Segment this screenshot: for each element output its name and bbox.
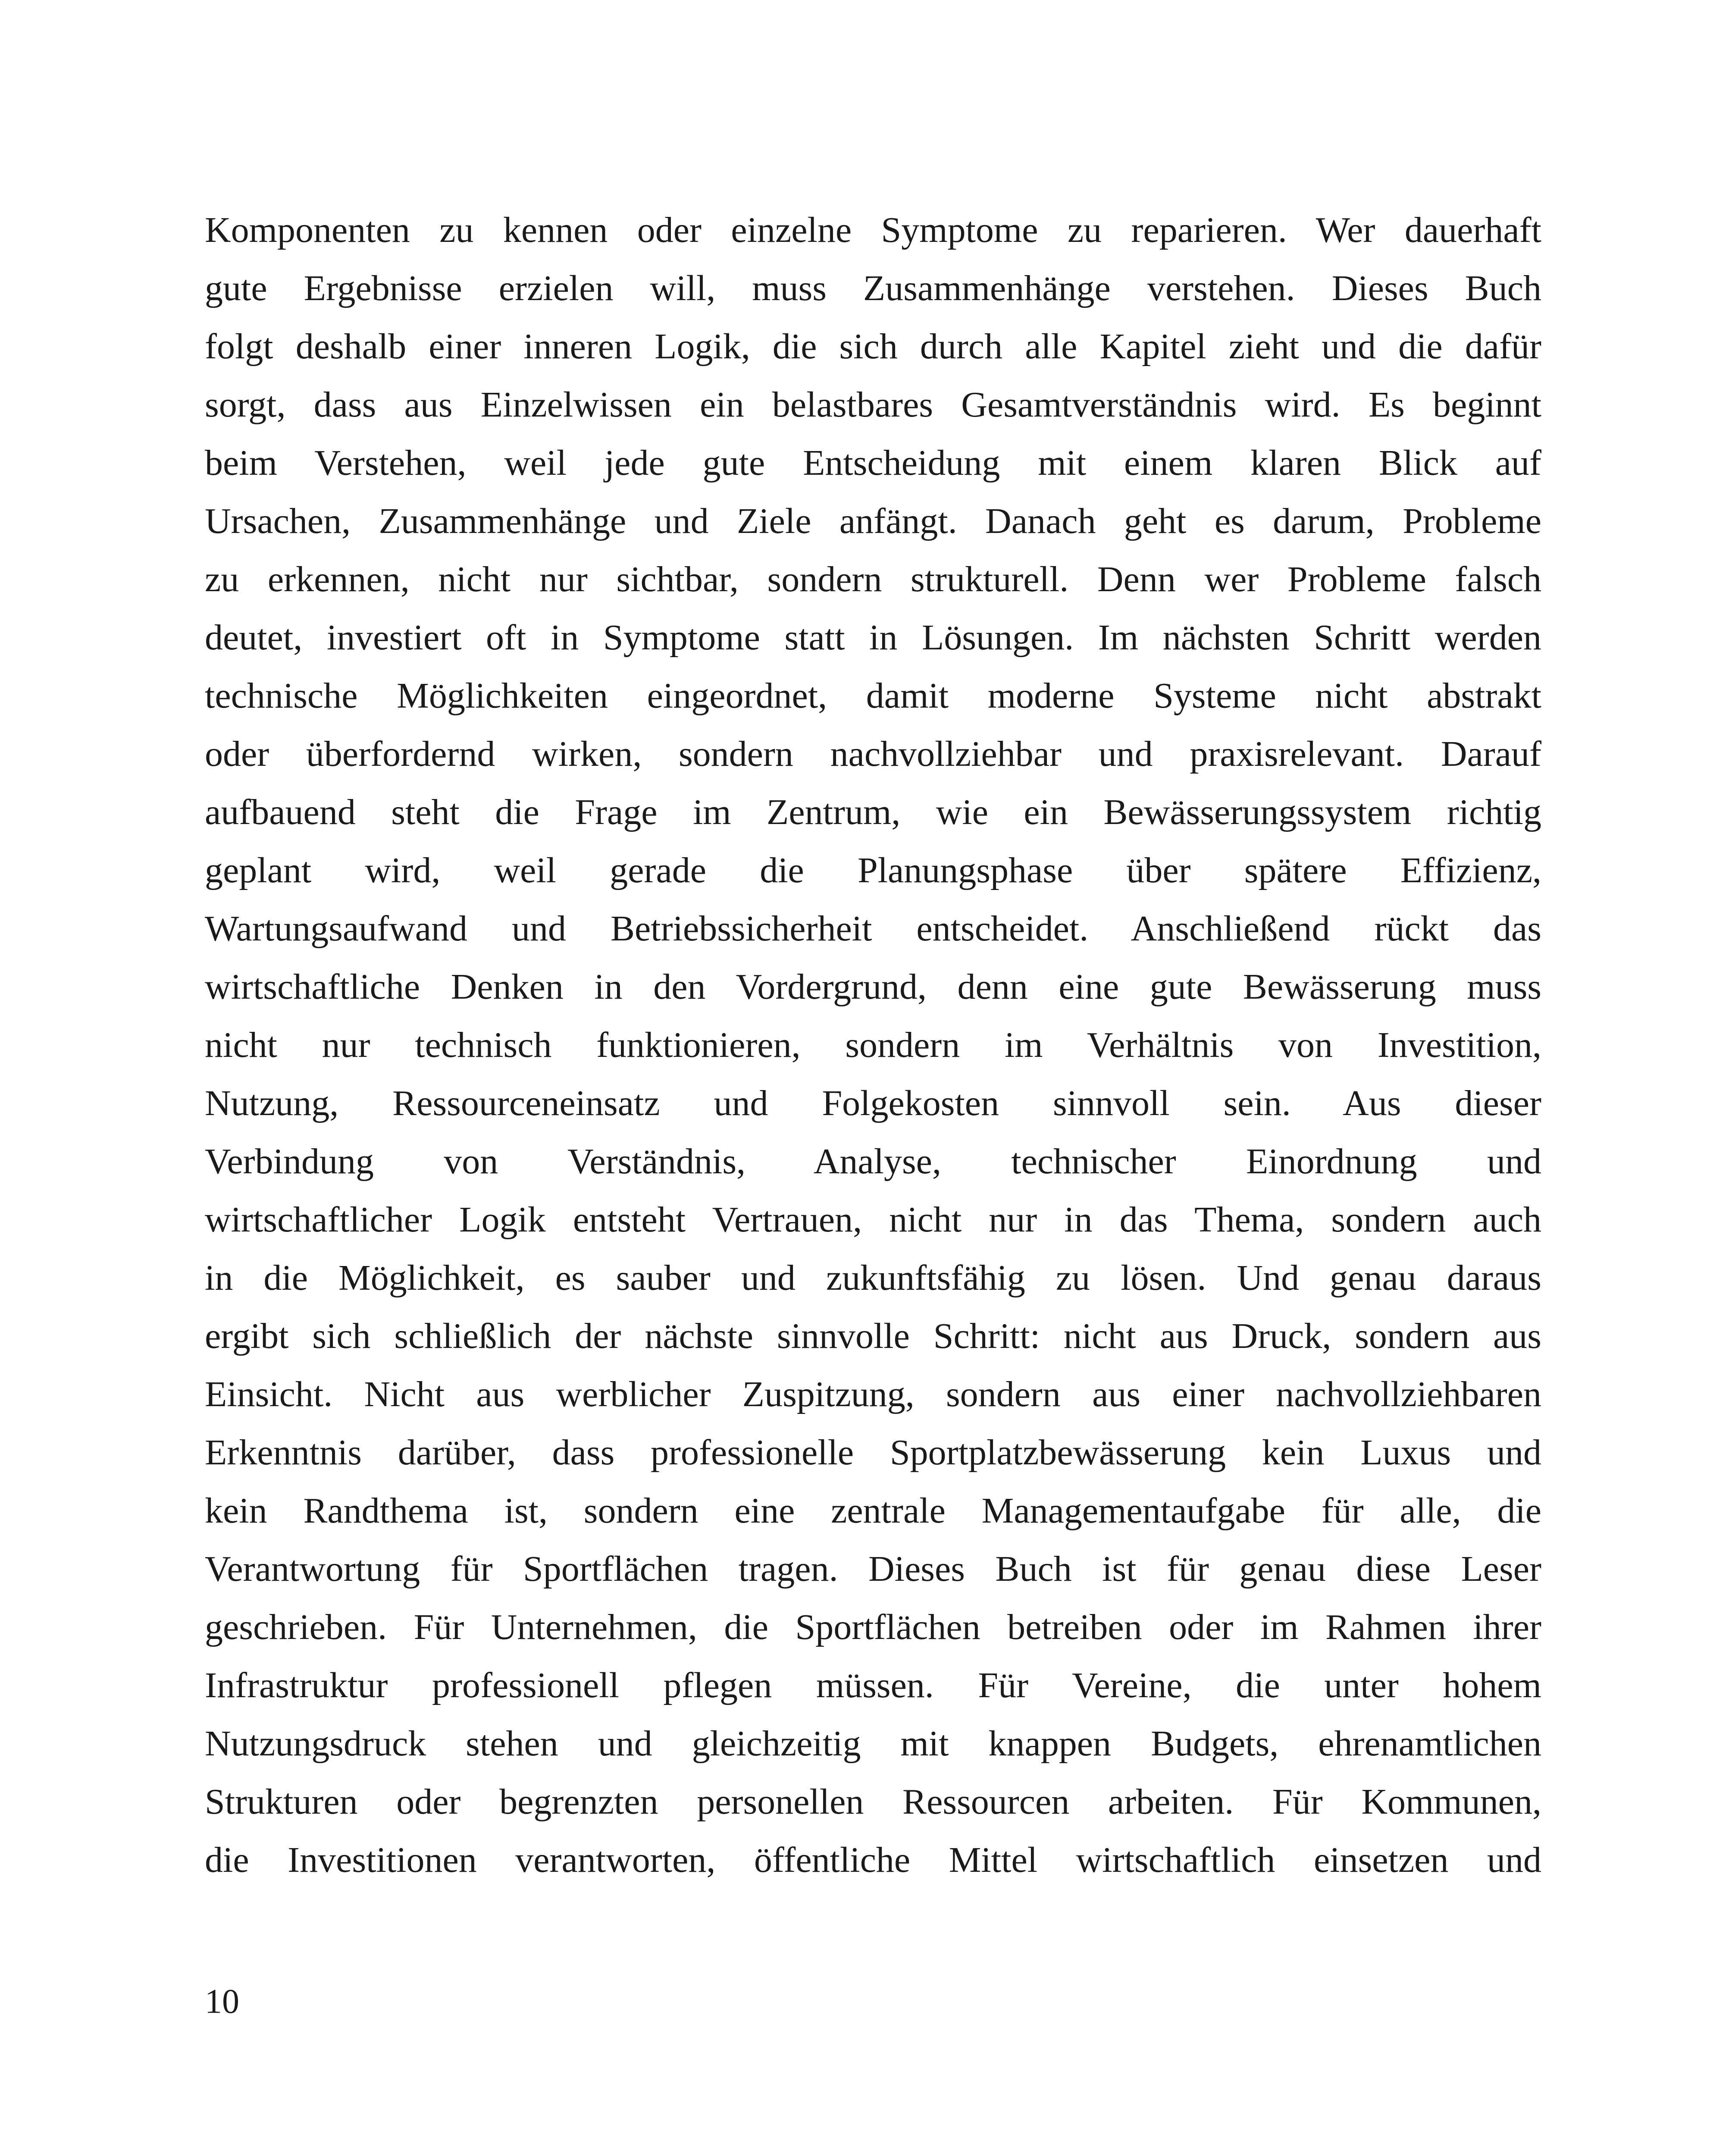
text-line: Wartungsaufwand und Betriebssicherheit entscheidet. Anschließend rückt das <box>205 909 1541 949</box>
text-line: sorgt, dass aus Einzelwissen ein belastbares Gesamtverständnis wird. Es beginnt <box>205 385 1541 425</box>
text-line: aufbauend steht die Frage im Zentrum, wie ein Bewässerungssystem richtig <box>205 792 1541 832</box>
text-line: Verbindung von Verständnis, Analyse, technischer Einordnung und <box>205 1141 1541 1181</box>
text-line: wirtschaftliche Denken in den Vordergrund, denn eine gute Bewässerung muss <box>205 967 1541 1007</box>
text-line: Strukturen oder begrenzten personellen Ressourcen arbeiten. Für Kommunen, <box>205 1782 1541 1822</box>
text-line: technische Möglichkeiten eingeordnet, damit moderne Systeme nicht abstrakt <box>205 676 1541 716</box>
text-line: zu erkennen, nicht nur sichtbar, sondern strukturell. Denn wer Probleme falsch <box>205 559 1541 599</box>
page-number: 10 <box>205 1983 239 2021</box>
text-line: beim Verstehen, weil jede gute Entscheidung mit einem klaren Blick auf <box>205 443 1541 483</box>
body-paragraph <box>205 201 1541 1889</box>
text-line: geplant wird, weil gerade die Planungsphase über spätere Effizienz, <box>205 850 1541 890</box>
text-line: kein Randthema ist, sondern eine zentrale Managementaufgabe für alle, die <box>205 1491 1541 1531</box>
text-line: die Investitionen verantworten, öffentliche Mittel wirtschaftlich einsetzen und <box>205 1840 1541 1880</box>
text-line: deutet, investiert oft in Symptome statt in Lösungen. Im nächsten Schritt werden <box>205 617 1541 658</box>
text-line: Einsicht. Nicht aus werblicher Zuspitzung, sondern aus einer nachvollziehbaren <box>205 1374 1541 1414</box>
text-line: in die Möglichkeit, es sauber und zukunftsfähig zu lösen. Und genau daraus <box>205 1258 1541 1298</box>
text-line: Verantwortung für Sportflächen tragen. Dieses Buch ist für genau diese Leser <box>205 1549 1541 1589</box>
text-line: Ursachen, Zusammenhänge und Ziele anfängt. Danach geht es darum, Probleme <box>205 501 1541 541</box>
text-line: Infrastruktur professionell pflegen müssen. Für Vereine, die unter hohem <box>205 1665 1541 1705</box>
text-line: oder überfordernd wirken, sondern nachvollziehbar und praxisrelevant. Darauf <box>205 734 1541 774</box>
text-line: Erkenntnis darüber, dass professionelle Sportplatzbewässerung kein Luxus und <box>205 1432 1541 1473</box>
text-line: nicht nur technisch funktionieren, sondern im Verhältnis von Investition, <box>205 1025 1541 1065</box>
text-line: geschrieben. Für Unternehmen, die Sportflächen betreiben oder im Rahmen ihrer <box>205 1607 1541 1647</box>
text-line: gute Ergebnisse erzielen will, muss Zusammenhänge verstehen. Dieses Buch <box>205 268 1541 308</box>
text-line: folgt deshalb einer inneren Logik, die sich durch alle Kapitel zieht und die dafür <box>205 326 1541 367</box>
text-line: Nutzung, Ressourceneinsatz und Folgekosten sinnvoll sein. Aus dieser <box>205 1083 1541 1123</box>
text-line: Komponenten zu kennen oder einzelne Symptome zu reparieren. Wer dauerhaft <box>205 210 1541 250</box>
text-line: ergibt sich schließlich der nächste sinnvolle Schritt: nicht aus Druck, sondern aus <box>205 1316 1541 1356</box>
text-line: Nutzungsdruck stehen und gleichzeitig mit knappen Budgets, ehrenamtlichen <box>205 1724 1541 1764</box>
text-line: wirtschaftlicher Logik entsteht Vertrauen, nicht nur in das Thema, sondern auch <box>205 1200 1541 1240</box>
